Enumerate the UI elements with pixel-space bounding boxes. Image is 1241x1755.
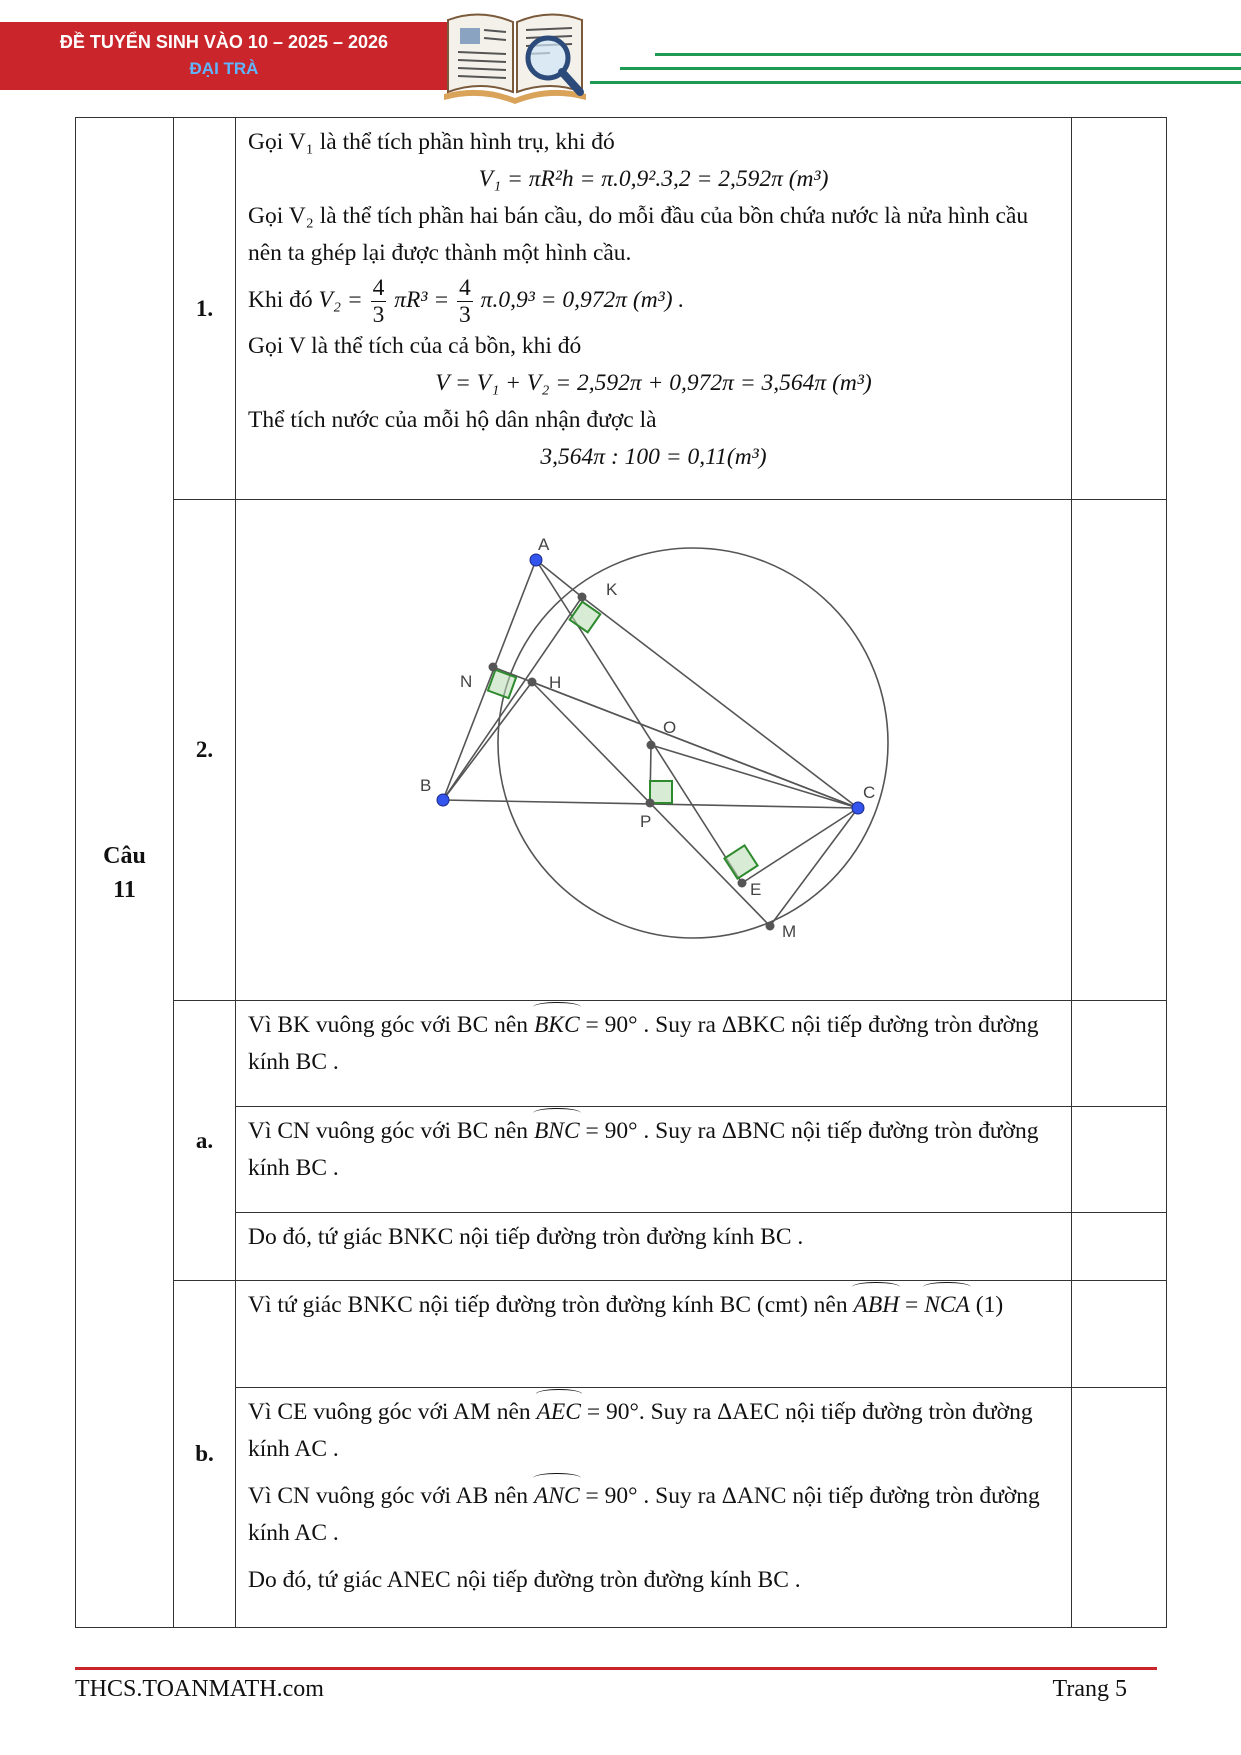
- label-o: O: [663, 718, 677, 737]
- part-b-row-2: [236, 1388, 1072, 1628]
- header-rule-mid: [620, 67, 1241, 70]
- right-angle-k: [570, 602, 601, 633]
- footer-rule: [75, 1667, 1157, 1670]
- point-a: [530, 554, 542, 566]
- header-rule-top: [655, 53, 1241, 56]
- part-1-formula-4: 3,564π : 100 = 0,11(m³): [540, 444, 767, 471]
- v2-lhs: V₂ =: [318, 287, 363, 313]
- label-k: K: [606, 580, 618, 599]
- part-b-row-1: Vì tứ giác BNKC nội tiếp đường tròn đường kính BC (cmt) nên ABH = NCA (1): [236, 1281, 1072, 1388]
- part-1-formula-2: [248, 272, 1059, 328]
- segment-ab: [443, 560, 536, 800]
- angle-anc: ANC: [534, 1478, 580, 1515]
- score-cell-a1: [1072, 1001, 1167, 1107]
- geometry-figure: [236, 500, 1072, 1000]
- label-p: P: [640, 812, 652, 831]
- point-h: [528, 678, 537, 687]
- score-cell-a2: [1072, 1107, 1167, 1213]
- part-1-text-4: Thể tích nước của mỗi hộ dân nhận được là: [248, 407, 657, 434]
- part-b-statement-2: Vì CN vuông góc với AB nên ANC = 90° . Suy ra ΔANC nội tiếp đường tròn đường kính AC .: [248, 1478, 1059, 1552]
- angle-bnc: BNC: [534, 1113, 580, 1150]
- part-a-row-3: Do đó, tứ giác BNKC nội tiếp đường tròn đường kính BC .: [236, 1213, 1072, 1281]
- segment-ce: [742, 808, 858, 883]
- label-h: H: [549, 673, 562, 692]
- part-1-text-2: Gọi V₂ là thể tích phần hai bán cầu, do mỗi đầu của bồn chứa nước là nửa hình cầu nên ta ghép lại được thành một hình cầu.: [248, 203, 1029, 266]
- khi-do-text: Khi đó: [248, 287, 313, 313]
- question-label: Câu: [103, 842, 146, 869]
- angle-nca: NCA: [924, 1287, 970, 1324]
- segment-bk: [443, 597, 582, 800]
- point-b: [437, 794, 449, 806]
- question-label-cell: [76, 118, 174, 1628]
- label-a: A: [538, 535, 550, 554]
- footer-page-number: Trang 5: [1052, 1676, 1127, 1702]
- label-e: E: [750, 880, 762, 899]
- v2-mid: πR³ =: [394, 287, 450, 313]
- segment-ch: [532, 682, 858, 808]
- header-banner: [0, 22, 448, 90]
- score-cell-a3: [1072, 1213, 1167, 1281]
- segment-cm: [770, 808, 858, 926]
- score-cell-2: [1072, 500, 1167, 1001]
- segment-oc: [651, 745, 858, 808]
- v2-rhs: π.0,9³ = 0,972π (m³) .: [480, 287, 685, 313]
- score-cell-b2: [1072, 1388, 1167, 1628]
- fraction-4-3: $\frac{4}{3}$: [372, 275, 385, 329]
- part-a-label: a.: [174, 1001, 236, 1281]
- header-title: ĐỀ TUYỂN SINH VÀO 10 – 2025 – 2026: [59, 32, 389, 52]
- part-1-content: [236, 118, 1072, 500]
- open-book-magnifier-icon: [440, 0, 590, 105]
- right-angle-p: [650, 781, 672, 803]
- segment-bh: [443, 682, 532, 800]
- point-p: [646, 799, 655, 808]
- part-1-label: 1.: [174, 118, 236, 500]
- header-subtitle: ĐẠI TRÀ: [189, 59, 259, 78]
- part-1-formula-1: V₁ = πR²h = π.0,9².3,2 = 2,592π (m³): [478, 166, 829, 192]
- segment-ae: [536, 560, 742, 883]
- solution-table: [75, 117, 1167, 1628]
- point-m: [766, 922, 775, 931]
- footer-site: THCS.TOANMATH.com: [75, 1676, 324, 1702]
- point-e: [738, 879, 747, 888]
- part-a-row-1: Vì BK vuông góc với BC nên BKC = 90° . Suy ra ΔBKC nội tiếp đường tròn đường kính BC .: [236, 1001, 1072, 1107]
- angle-aec: AEC: [537, 1394, 581, 1431]
- part-2-figure-cell: [236, 500, 1072, 1001]
- score-cell-1: [1072, 118, 1167, 500]
- score-cell-b1: [1072, 1281, 1167, 1388]
- fraction-4-3-b: $\frac{4}{3}$: [459, 275, 471, 329]
- segment-ak: [536, 560, 582, 597]
- part-1-formula-3: V = V₁ + V₂ = 2,592π + 0,972π = 3,564π (m³): [435, 370, 872, 397]
- part-1-text-1: Gọi V₁ là thể tích phần hình trụ, khi đó: [248, 129, 615, 155]
- part-2-label: 2.: [174, 500, 236, 1001]
- question-number: 11: [113, 876, 136, 903]
- part-b-label: b.: [174, 1281, 236, 1628]
- angle-abh: ABH: [853, 1287, 899, 1324]
- part-1-text-3: Gọi V là thể tích của cả bồn, khi đó: [248, 333, 582, 360]
- point-o: [647, 741, 656, 750]
- label-m: M: [782, 922, 797, 941]
- point-k: [578, 593, 587, 602]
- header-rule-bottom: [590, 81, 1241, 84]
- label-c: C: [863, 783, 876, 802]
- point-c: [852, 802, 864, 814]
- part-b-statement-1: Vì CE vuông góc với AM nên AEC = 90°. Suy ra ΔAEC nội tiếp đường tròn đường kính AC .: [248, 1394, 1059, 1468]
- circumcircle: [498, 548, 888, 938]
- label-b: B: [420, 776, 432, 795]
- part-b-statement-3: Do đó, tứ giác ANEC nội tiếp đường tròn đường kính BC .: [248, 1567, 801, 1593]
- part-a-row-2: Vì CN vuông góc với BC nên BNC = 90° . Suy ra ΔBNC nội tiếp đường tròn đường kính BC .: [236, 1107, 1072, 1213]
- label-n: N: [460, 672, 473, 691]
- right-angle-e: [724, 845, 757, 878]
- point-n: [489, 663, 498, 672]
- angle-bkc: BKC: [534, 1007, 580, 1044]
